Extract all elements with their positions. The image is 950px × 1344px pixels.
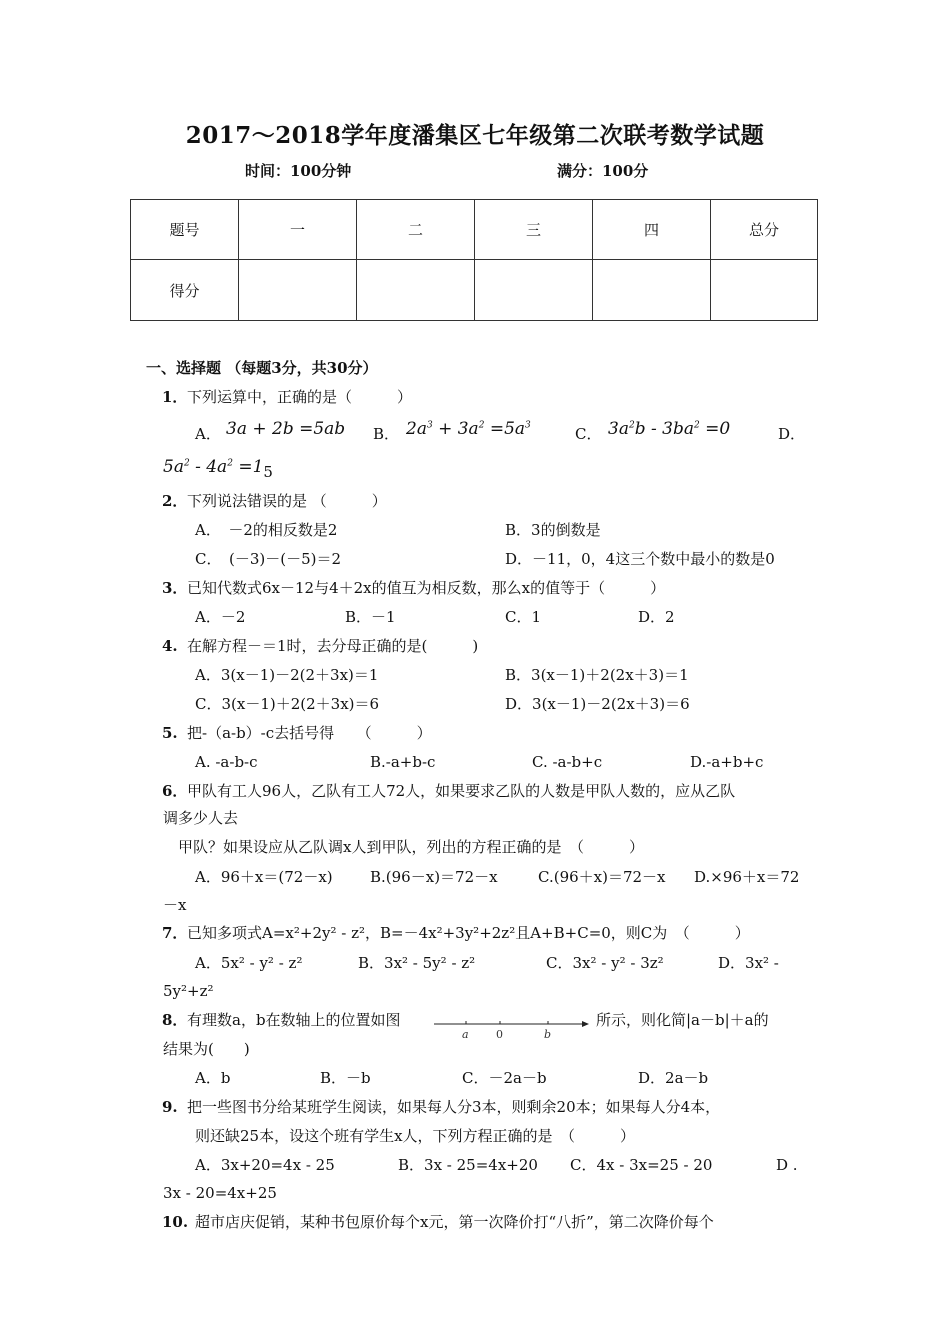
number-line-label-b: b — [544, 1028, 552, 1041]
q5-option-a: A. -a-b-c — [195, 753, 258, 771]
q1-option-c-formula: $3a^2b - 3ba^2 =0$ — [608, 419, 731, 439]
q2-option-d: D．－11，0，4这三个数中最小的数是0 — [505, 550, 775, 568]
q8-stem-line1-continued: 所示，则化简|a－b|＋a的 — [596, 1011, 769, 1029]
number-line-arrow — [582, 1021, 589, 1027]
score-cell-3: 三 — [475, 200, 593, 260]
q2-option-c: C． (－3)－(－5)＝2 — [195, 550, 342, 568]
q7-option-d-continued: 5y²+z² — [163, 982, 214, 1000]
exam-time: 时间：100分钟 — [245, 162, 352, 180]
q9-stem-line2: 则还缺25本，设这个班有学生x人，下列方程正确的是 （ ） — [195, 1127, 636, 1145]
q9-option-b: B．3x - 25=4x+20 — [398, 1156, 538, 1174]
section-1-title: 一、选择题 （每题3分，共30分） — [146, 359, 378, 377]
q4-option-a: A．3(x－1)－2(2＋3x)＝1 — [195, 666, 379, 684]
q9-stem-line1: 把一些图书分给某班学生阅读，如果每人分3本，则剩余20本；如果每人分4本， — [187, 1098, 721, 1116]
q1-option-a-label: A． — [195, 425, 221, 443]
q8-option-c: C．－2a－b — [462, 1069, 547, 1087]
q2-number: 2． — [162, 492, 188, 510]
q6-stem-line1: 甲队有工人96人，乙队有工人72人，如果要求乙队的人数是甲队人数的，应从乙队 — [187, 782, 736, 800]
q3-stem: 已知代数式6x－12与4＋2x的值互为相反数，那么x的值等于（ ） — [187, 579, 666, 597]
score-cell-4: 四 — [593, 200, 711, 260]
score-table-header-row — [131, 200, 818, 260]
q4-stem: 在解方程－＝1时，去分母正确的是( ) — [187, 637, 479, 655]
q7-stem: 已知多项式A=x²+2y² - z²，B=－4x²+3y²+2z²且A+B+C=0，则C为 （ ） — [187, 924, 750, 942]
q9-option-a: A．3x+20=4x - 25 — [195, 1156, 335, 1174]
q3-option-c: C．1 — [505, 608, 542, 626]
q9-option-c: C．4x - 3x=25 - 20 — [570, 1156, 713, 1174]
q5-option-b: B.-a+b-c — [370, 753, 436, 771]
q5-option-c: C. -a-b+c — [532, 753, 603, 771]
number-line-label-0: 0 — [496, 1028, 503, 1041]
q10-stem: 超市店庆促销，某种书包原价每个x元，第一次降价打“八折”，第二次降价每个 — [195, 1213, 714, 1231]
score-cell-label: 题号 — [131, 200, 239, 260]
q3-option-d: D．2 — [638, 608, 675, 626]
q4-option-d: D．3(x－1)－2(2x＋3)＝6 — [505, 695, 690, 713]
number-line-figure — [432, 1014, 592, 1042]
q7-option-b: B．3x² - 5y² - z² — [358, 954, 476, 972]
score-input-total[interactable] — [711, 260, 818, 321]
score-input-3[interactable] — [475, 260, 593, 321]
q8-option-b: B．－b — [320, 1069, 371, 1087]
q1-option-d-formula: $5a^2 - 4a^2 =15$ — [163, 457, 273, 481]
q8-stem-line1: 有理数a，b在数轴上的位置如图 — [187, 1011, 401, 1029]
number-line-label-a: a — [462, 1028, 469, 1041]
q1-option-b-label: B． — [373, 425, 400, 443]
q1-option-a-formula: 3a + 2b =5ab — [226, 419, 346, 439]
q6-option-d-continued: －x — [163, 896, 187, 914]
q7-option-c: C．3x² - y² - 3z² — [546, 954, 664, 972]
q7-option-d: D．3x² - — [718, 954, 779, 972]
q8-stem-line2: 结果为( ) — [163, 1040, 250, 1058]
q8-option-d: D．2a－b — [638, 1069, 709, 1087]
q10-number: 10. — [162, 1213, 189, 1231]
score-table-score-row — [131, 260, 818, 321]
q7-option-a: A．5x² - y² - z² — [195, 954, 303, 972]
q3-option-a: A．－2 — [195, 608, 246, 626]
score-cell-2: 二 — [357, 200, 475, 260]
q8-number: 8． — [162, 1011, 188, 1029]
exam-full-score: 满分：100分 — [557, 162, 649, 180]
exam-title: 2017～2018学年度潘集区七年级第二次联考数学试题 — [185, 122, 765, 149]
q6-option-a: A．96＋x＝(72－x) — [195, 868, 333, 886]
score-cell-total: 总分 — [711, 200, 818, 260]
q2-stem: 下列说法错误的是 （ ） — [187, 492, 387, 510]
score-input-2[interactable] — [357, 260, 475, 321]
q5-option-d: D.-a+b+c — [690, 753, 764, 771]
number-line-svg — [432, 1014, 592, 1042]
q6-option-c: C.(96＋x)＝72－x — [538, 868, 666, 886]
q8-option-a: A．b — [195, 1069, 231, 1087]
q4-option-b: B．3(x－1)＋2(2x＋3)＝1 — [505, 666, 689, 684]
q6-stem-line2: 调多少人去 — [163, 809, 239, 827]
score-cell-1: 一 — [239, 200, 357, 260]
score-input-4[interactable] — [593, 260, 711, 321]
q2-option-b: B．3的倒数是 — [505, 521, 601, 539]
q4-number: 4. — [162, 637, 178, 655]
q5-number: 5. — [162, 724, 178, 742]
q3-option-b: B．－1 — [345, 608, 396, 626]
q9-option-d: D . — [776, 1156, 798, 1174]
q1-option-b-formula: $2a^3 + 3a^2 =5a^3$ — [406, 419, 531, 439]
q6-stem-line3: 甲队？如果设应从乙队调x人到甲队，列出的方程正确的是 （ ） — [178, 838, 644, 856]
q4-option-c: C．3(x－1)＋2(2＋3x)＝6 — [195, 695, 380, 713]
q6-option-b: B.(96－x)＝72－x — [370, 868, 498, 886]
q5-stem: 把-（a-b）-c去括号得 （ ） — [187, 724, 432, 742]
q9-option-d-continued: 3x - 20=4x+25 — [163, 1184, 277, 1202]
score-table — [130, 199, 818, 321]
q2-option-a: A． －2的相反数是2 — [195, 521, 338, 539]
q3-number: 3． — [162, 579, 188, 597]
score-input-1[interactable] — [239, 260, 357, 321]
q7-number: 7． — [162, 924, 188, 942]
q1-option-c-label: C． — [575, 425, 602, 443]
q1-number: 1． — [162, 388, 188, 406]
q6-number: 6． — [162, 782, 188, 800]
score-row-label: 得分 — [131, 260, 239, 321]
q6-option-d: D.×96＋x＝72 — [694, 868, 800, 886]
q1-stem: 下列运算中，正确的是（ ） — [187, 388, 413, 406]
q9-number: 9. — [162, 1098, 178, 1116]
q1-option-d-label: D． — [778, 425, 806, 443]
